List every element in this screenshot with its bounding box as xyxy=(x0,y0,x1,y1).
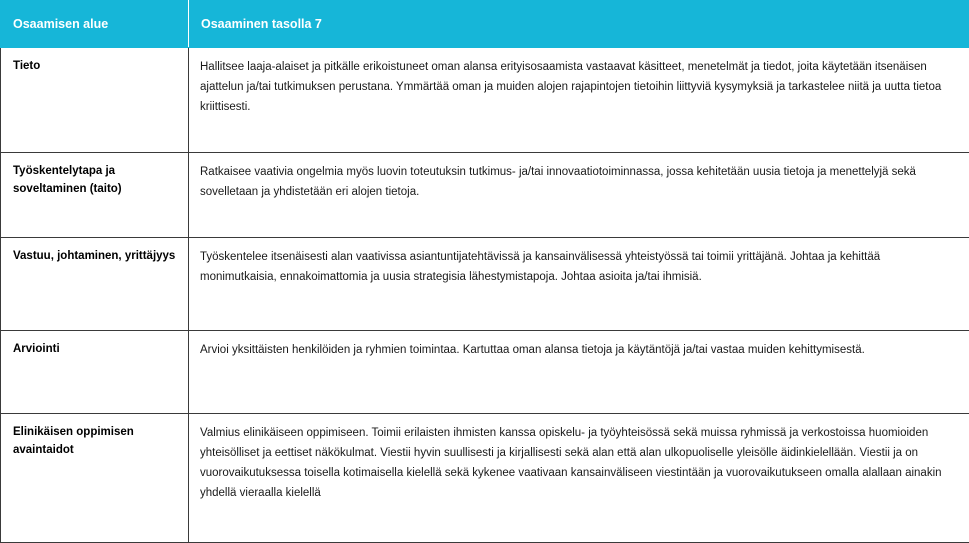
table-row xyxy=(1,414,969,543)
table-row xyxy=(1,48,969,153)
row-description: Työskentelee itsenäisesti alan vaativissa asiantuntijatehtävissä ja kansainvälisessä yhteistyössä tai toimii yrittäjänä. Johtaa ja kehittää monimutkaisia, ennakoimattomia ja uusia strategisia lähestymistapoja. Johtaa asioita ja/tai ihmisiä. xyxy=(189,238,969,331)
row-area-label: Tieto xyxy=(1,48,189,153)
column-header-area: Osaamisen alue xyxy=(1,1,189,48)
table-header xyxy=(1,1,969,48)
row-area-label: Työskentelytapa ja soveltaminen (taito) xyxy=(1,153,189,238)
row-description: Arvioi yksittäisten henkilöiden ja ryhmien toimintaa. Kartuttaa oman alansa tietoja ja käytäntöjä ja/tai vastaa muiden kehittymisestä. xyxy=(189,331,969,414)
row-description: Hallitsee laaja-alaiset ja pitkälle erikoistuneet oman alansa erityisosaamista vastaavat käsitteet, menetelmät ja tiedot, joita käytetään itsenäisen ajattelun ja/tai tutkimuksen perustana. Ymmärtää oman ja muiden alojen rajapintojen tietoihin liittyviä kysymyksiä ja tarkastelee niitä ja uutta tietoa kriittisesti. xyxy=(189,48,969,153)
column-header-level: Osaaminen tasolla 7 xyxy=(189,1,969,48)
row-description: Valmius elinikäiseen oppimiseen. Toimii erilaisten ihmisten kanssa opiskelu- ja työyhteisössä sekä muissa ryhmissä ja verkostoissa huomioiden yhteisölliset ja eettiset näkökulmat. Viestii hyvin suullisesti ja kirjallisesti sekä alan että alan ulkopuoliselle yleisölle äidinkielellään. Viestii ja on vuorovaikutuksessa toisella kotimaisella kielellä sekä kykenee vaativaan kansainväliseen viestintään ja vuorovaikutukseen omalla alallaan ainakin yhdellä vieraalla kielellä xyxy=(189,414,969,543)
row-area-label: Elinikäisen oppimisen avaintaidot xyxy=(1,414,189,543)
row-area-label: Vastuu, johtaminen, yrittäjyys xyxy=(1,238,189,331)
table-row xyxy=(1,153,969,238)
row-area-label: Arviointi xyxy=(1,331,189,414)
table-row xyxy=(1,238,969,331)
table-body xyxy=(1,48,969,543)
table-row xyxy=(1,331,969,414)
row-description: Ratkaisee vaativia ongelmia myös luovin toteutuksin tutkimus- ja/tai innovaatiotoiminnassa, jossa kehitetään uusia tietoja ja menettelyjä sekä sovelletaan ja yhdistetään eri alojen tietoja. xyxy=(189,153,969,238)
table-header-row xyxy=(1,1,969,48)
